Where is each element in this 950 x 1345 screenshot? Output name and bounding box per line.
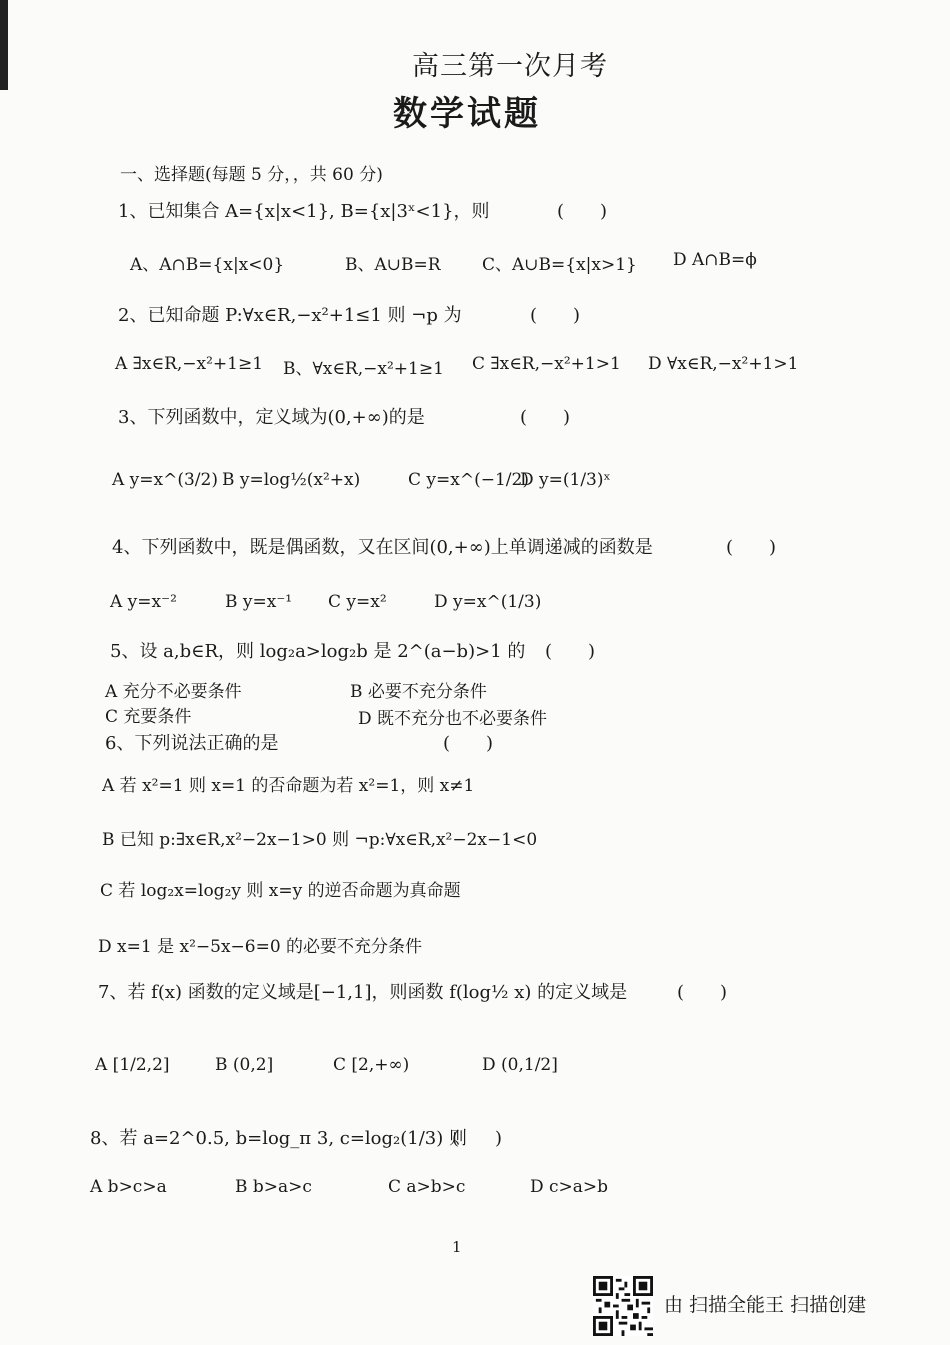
question-4-option-c: C y=x² [328,592,387,612]
question-1-option-a: A、A∩B={x|x<0} [130,255,285,275]
question-3-option-d: D y=(1/3)ˣ [520,470,611,490]
question-3-option-c: C y=x^(−1/2) [408,470,529,490]
question-1-option-d: D A∩B=ϕ [673,250,757,270]
question-8-stem: 8、若 a=2^0.5, b=log_π 3, c=log₂(1/3) 则 [90,1128,467,1149]
question-2-stem: 2、已知命题 P:∀x∈R,−x²+1≤1 则 ¬p 为 [118,305,462,326]
page-number: 1 [452,1238,462,1256]
scan-edge-shadow [0,0,8,90]
scanner-watermark: 由 扫描全能王 扫描创建 [664,1294,867,1316]
question-4-option-d: D y=x^(1/3) [434,592,542,612]
question-5-option-b: B 必要不充分条件 [350,682,487,702]
question-6-option-c: C 若 log₂x=log₂y 则 x=y 的逆否命题为真命题 [100,881,461,901]
question-7-option-c: C [2,+∞) [333,1055,410,1075]
question-5-option-c: C 充要条件 [105,707,192,727]
question-3-option-b: B y=log½(x²+x) [222,470,361,490]
question-1-option-b: B、A∪B=R [345,255,441,275]
question-8-option-c: C a>b>c [388,1177,466,1197]
question-1-stem: 1、已知集合 A={x|x<1}, B={x|3ˣ<1}，则 [118,201,490,222]
question-2-option-d: D ∀x∈R,−x²+1>1 [648,354,799,374]
question-7-option-a: A [1/2,2] [95,1055,170,1075]
section-heading: 一、选择题(每题 5 分，，共 60 分) [120,165,383,185]
question-4-stem: 4、下列函数中，既是偶函数，又在区间(0,+∞)上单调递减的函数是 [112,537,653,558]
question-6-option-b: B 已知 p:∃x∈R,x²−2x−1>0 则 ¬p:∀x∈R,x²−2x−1<0 [102,830,538,850]
question-3-option-a: A y=x^(3/2) [112,470,218,490]
question-1-option-c: C、A∪B={x|x>1} [482,255,637,275]
question-6-option-d: D x=1 是 x²−5x−6=0 的必要不充分条件 [98,937,423,957]
question-2-option-b: B、∀x∈R,−x²+1≥1 [283,359,444,379]
question-3-stem: 3、下列函数中，定义域为(0,+∞)的是 [118,407,425,428]
question-2-answer-blank: ( ) [530,305,581,326]
question-4-answer-blank: ( ) [726,537,777,558]
exam-title: 数学试题 [393,94,541,134]
question-3-answer-blank: ( ) [520,407,571,428]
question-8-answer-blank: ( ) [452,1128,503,1149]
question-4-option-b: B y=x⁻¹ [225,592,293,612]
question-4-option-a: A y=x⁻² [110,592,177,612]
question-2-option-a: A ∃x∈R,−x²+1≥1 [115,354,264,374]
question-5-option-a: A 充分不必要条件 [105,682,242,702]
exam-subtitle: 高三第一次月考 [412,51,608,82]
question-2-option-c: C ∃x∈R,−x²+1>1 [472,354,621,374]
question-7-option-b: B (0,2] [215,1055,274,1075]
question-8-option-d: D c>a>b [530,1177,609,1197]
question-8-option-a: A b>c>a [90,1177,167,1197]
question-6-stem: 6、下列说法正确的是 [105,733,279,754]
question-7-option-d: D (0,1/2] [482,1055,558,1075]
question-1-answer-blank: ( ) [557,201,608,222]
question-5-option-d: D 既不充分也不必要条件 [358,709,548,729]
qr-code-icon [593,1276,653,1336]
question-7-stem: 7、若 f(x) 函数的定义域是[−1,1]，则函数 f(log½ x) 的定义域是 [98,982,628,1003]
question-8-option-b: B b>a>c [235,1177,312,1197]
question-6-option-a: A 若 x²=1 则 x=1 的否命题为若 x²=1，则 x≠1 [102,776,475,796]
question-6-answer-blank: ( ) [443,733,494,754]
question-5-stem: 5、设 a,b∈R，则 log₂a>log₂b 是 2^(a−b)>1 的 [110,641,526,662]
question-7-answer-blank: ( ) [677,982,728,1003]
question-5-answer-blank: ( ) [545,641,596,662]
